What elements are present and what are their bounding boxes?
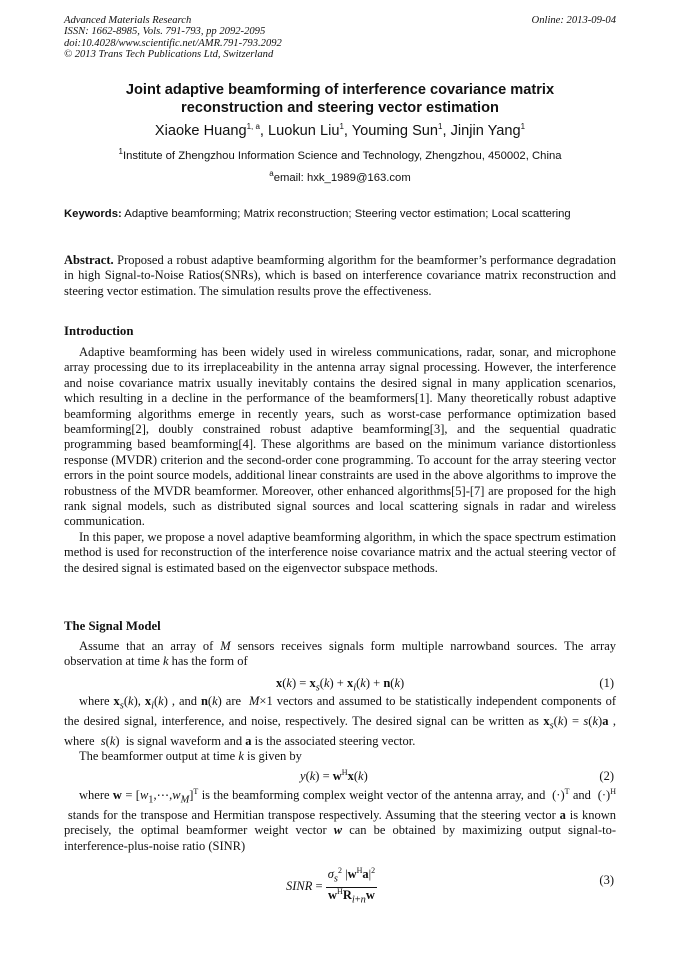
equation-1-expression: $x(k) = x_s(k) + x_i(k) + n(k)$ [276,676,405,694]
text-run: has the form of [168,654,248,669]
author-superscript: 1 [520,122,526,132]
title-line-1: Joint adaptive beamforming of interference covariance matrix [125,82,555,98]
equation-2-expression: $y(k) = w^Hx(k)$ [300,767,368,783]
signal-model-paragraph-3 [64,788,616,854]
signal-model-text-3: The beamformer output at time k is given by [79,749,302,764]
keywords-label: Keywords: [64,208,122,220]
signal-model-text-4: where $w = [w_1,\cdots,w_M]^T$ is the beamforming complex weight vector of the antenna array, and $(\cdot)^T$ and $(\cdot)^H$ stands for the transpose and Hermitian transpose respectively. Assuming that the steering vector a is known precisely, the optimal beamformer weight vector w can be obtained by maximizing output signal-to-interference-plus-noise ratio (SINR) [64,786,616,853]
text-run: Assume that an array of [79,639,221,653]
title-line-2: reconstruction and steering vector estimation [181,99,499,116]
journal-doi: doi:10.4028/www.scientific.net/AMR.791-793.2092 [64,37,282,49]
signal-model-paragraph-2 [64,694,616,765]
section-heading-introduction: Introduction [64,324,134,338]
author-superscript: 1 [339,122,344,132]
equation-1-number: (1) [599,676,614,690]
math-var-M: M [220,639,231,653]
affiliation [64,149,616,163]
affiliation-superscript: 1 [118,147,123,157]
journal-copyright: © 2013 Trans Tech Publications Ltd, Switzerland [64,49,274,61]
email-text: email: hxk_1989@163.com [273,172,411,184]
math-var-k: k [162,654,169,669]
author-email [64,171,616,185]
author-name: , Youming Sun [343,123,439,139]
equation-3 [64,865,616,905]
journal-name: Advanced Materials Research [64,15,192,26]
abstract-label: Abstract. [64,253,114,267]
introduction-paragraph-1: Adaptive beamforming has been widely used in wireless communications, radar, sonar, and microphone array processing due to its irreplaceability in the antenna array signal processing. However, the interference and noise covariance matrix usually inevitably contains the desired signal in many application scenarios, which resulting in a decline in the performance of the beamformers[1]. Many theoretically robust adaptive beamforming algorithms emerge in recently years, such as worst-case performance optimization based beamforming[2], doubly constrained robust adaptive beamforming[3], and the sequential quadratic programming based beamforming[4]. These algorithms are based on the minimum variance distortionless response (MVDR) criterion and the second-order cone programming. To account for the array steering vector errors in the point source models, additional linear constraints are used in the above algorithms to improve the robustness of the MVDR beamformer. Moreover, other enhanced algorithms[5]-[7] are proposed for the high rank signal models, such as distributed signal sources and local scattering signals in radar and wireless communication. [64,345,616,529]
equation-3-number: (3) [599,873,614,887]
email-superscript: a [269,169,274,179]
text-run: sensors receives signals form multiple narrowband sources. The array observation at time [64,639,617,669]
journal-header [64,15,616,61]
introduction-paragraph-2: In this paper, we propose a novel adaptive beamforming algorithm, in which the space spectrum estimation method is used for reconstruction of the interference noise covariance matrix and the actual steering vector of the desired signal is estimated based on the eigenvector subspace methods. [64,529,616,575]
author-superscript: 1, a [246,122,260,132]
equation-2-number: (2) [599,769,614,783]
author-name: Xiaoke Huang [154,123,247,139]
signal-model-text-2: where $x_s(k)$, $x_i(k)$ , and n(k) are M×1 vectors and assumed to be statistically independent components of the desired signal, interference, and noise, respectively. The desired signal can be written as $x_s(k) = s(k)a$ , where s(k) is signal waveform and a is the associated steering vector. [64,694,617,748]
keywords-block [64,207,616,223]
introduction-body [64,345,616,576]
abstract-block [64,253,616,299]
paper-title [64,82,616,117]
author-name: , Jinjin Yang [442,123,521,139]
equation-2 [64,767,616,785]
abstract-text: Proposed a robust adaptive beamforming algorithm for the beamformer’s performance degradation in high Signal-to-Noise Ratios(SNRs), which is based on interference covariance matrix reconstruction and steering vector estimation. The simulation results prove the effectiveness. [64,253,616,298]
online-date: Online: 2013-09-04 [531,15,616,26]
equation-3-expression: SINR = $\frac{\sigma_s^2 |w^Ha|^2}{w^HR_{i+n}w}$ [286,865,376,905]
affiliation-text: Institute of Zhengzhou Information Science and Technology, Zhengzhou, 450002, China [122,150,562,162]
journal-issn: ISSN: 1662-8985, Vols. 791-793, pp 2092-2095 [64,26,266,38]
equation-1 [64,674,616,692]
author-name: , Luokun Liu [259,123,340,139]
keywords-text: Adaptive beamforming; Matrix reconstruction; Steering vector estimation; Local scattering [121,208,571,220]
section-heading-signal-model: The Signal Model [64,619,161,633]
signal-model-paragraph-1 [64,639,616,670]
author-superscript: 1 [438,122,443,132]
author-list [64,122,616,140]
